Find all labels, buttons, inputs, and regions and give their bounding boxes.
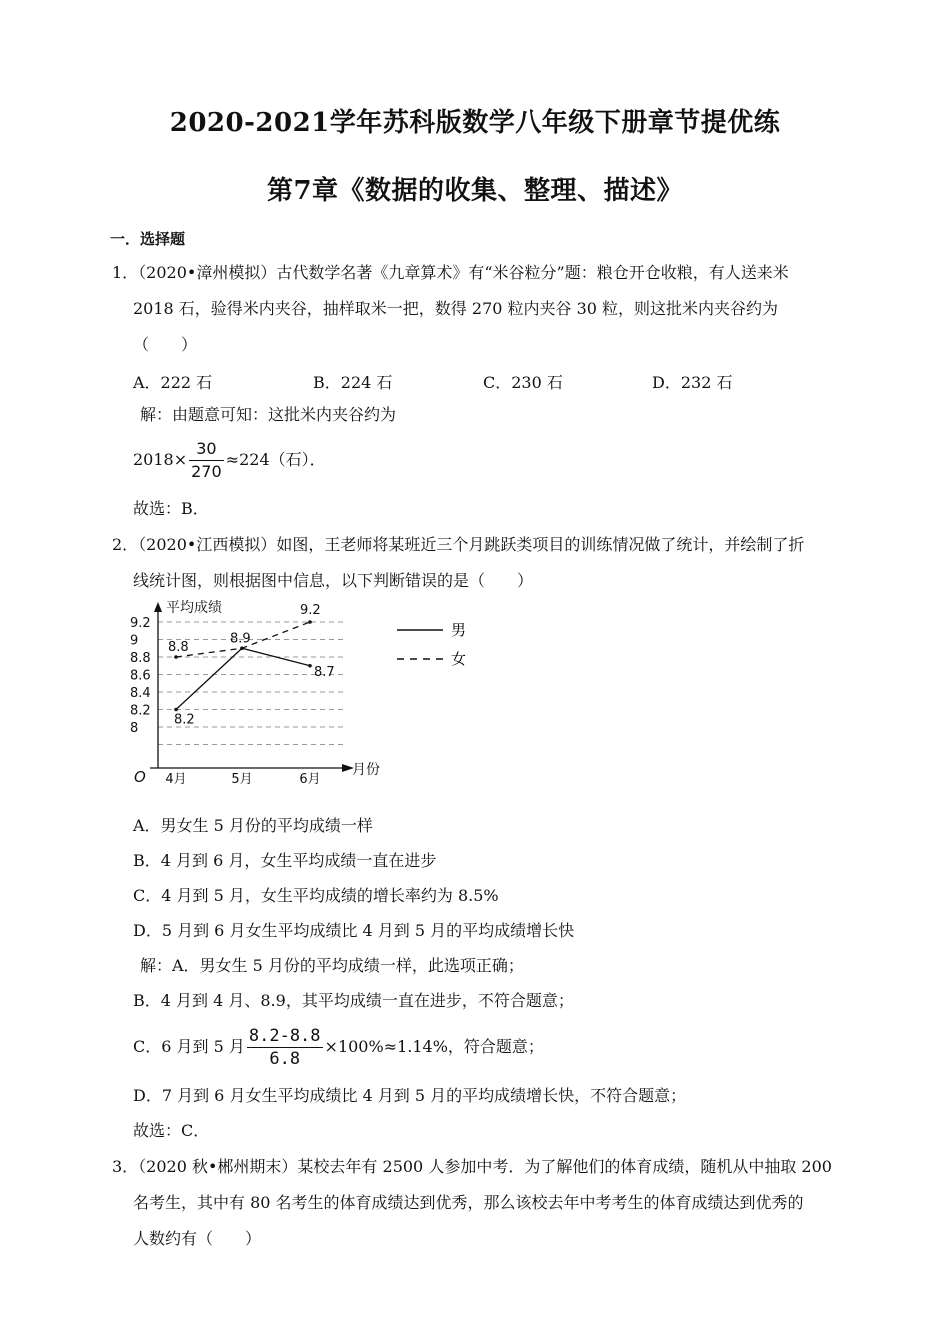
y-axis-arrow	[154, 602, 162, 612]
q2-option-a: A．男女生 5 月份的平均成绩一样	[133, 816, 373, 835]
q2-option-c: C．4 月到 5 月，女生平均成绩的增长率约为 8.5%	[133, 886, 499, 905]
q1-option-a: A．222 石	[133, 373, 213, 392]
q2-fraction	[247, 1025, 323, 1070]
y-tick-label: 8.4	[130, 686, 151, 701]
data-label: 8.8	[168, 640, 189, 655]
q2-fraction-numerator: 8.2-8.8	[248, 1026, 321, 1046]
q1-option-d: D．232 石	[652, 373, 733, 392]
q1-solution-suffix: ≈224（石）．	[225, 450, 326, 469]
q1-fraction	[189, 438, 224, 483]
data-label: 8.2	[174, 712, 195, 728]
q1-line2: 2018 石，验得米内夹谷，抽样取米一把，数得 270 粒内夹谷 30 粒，则这批米内夹谷约为	[133, 299, 779, 318]
q2-answer: 故选：C．	[133, 1121, 210, 1140]
data-label: 9.2	[300, 603, 321, 618]
q2-solution-a: 解：A．男女生 5 月份的平均成绩一样，此选项正确；	[140, 956, 524, 975]
y-tick-label: 8	[130, 721, 139, 736]
q2-solution-c-prefix: C．6 月到 5 月	[133, 1037, 245, 1056]
q1-line3: （ ）	[133, 335, 198, 354]
page-title: 2020-2021学年苏科版数学八年级下册章节提优练	[169, 108, 781, 138]
q2-solution-c-suffix: ×100%≈1.14%，符合题意；	[324, 1037, 544, 1056]
q1-solution-line2	[133, 438, 326, 483]
q1-line1: 1．（2020•漳州模拟）古代数学名著《九章算术》有“米谷粒分”题：粮仓开仓收粮，有人送来米	[112, 263, 789, 282]
q1-answer: 故选：B．	[133, 499, 209, 518]
q1-fraction-numerator: 30	[189, 438, 224, 461]
q1-option-c: C．230 石	[483, 373, 563, 392]
x-axis-title: 月份	[352, 762, 380, 778]
q3-line3: 人数约有（ ）	[133, 1229, 262, 1248]
y-tick-label: 8.2	[130, 703, 151, 719]
x-tick-label: 5月	[231, 772, 253, 787]
q2-line1: 2．（2020•江西模拟）如图，王老师将某班近三个月跳跃类项目的训练情况做了统计，并绘制了折	[112, 535, 805, 554]
q1-option-b: B．224 石	[313, 373, 393, 392]
data-label: 8.9	[230, 631, 251, 647]
q3-line2: 名考生，其中有 80 名考生的体育成绩达到优秀，那么该校去年中考考生的体育成绩达到优秀的	[133, 1193, 804, 1212]
section-heading: 一．选择题	[110, 230, 186, 248]
chapter-title: 第7章《数据的收集、整理、描述》	[266, 176, 684, 206]
q2-option-d: D．5 月到 6 月女生平均成绩比 4 月到 5 月的平均成绩增长快	[133, 921, 575, 940]
y-tick-label: 9.2	[130, 616, 151, 631]
q2-option-b: B．4 月到 6 月，女生平均成绩一直在进步	[133, 851, 437, 870]
data-label: 8.7	[314, 664, 335, 680]
q2-line2: 线统计图，则根据图中信息，以下判断错误的是（ ）	[133, 571, 534, 590]
data-point	[174, 708, 178, 712]
chart-legend	[395, 612, 485, 672]
data-point	[240, 646, 244, 650]
q3-line1: 3．（2020 秋•郴州期末）某校去年有 2500 人参加中考．为了解他们的体育成绩，随机从中抽取 200	[112, 1157, 832, 1176]
x-tick-label: 4月	[165, 772, 187, 787]
q1-fraction-denominator: 270	[191, 462, 222, 481]
chart-axes	[150, 602, 354, 772]
legend-label-male: 男	[451, 621, 467, 639]
q2-fraction-denominator: 6.8	[269, 1049, 301, 1069]
chart-labels	[130, 600, 380, 787]
q2-solution-d: D．7 月到 6 月女生平均成绩比 4 月到 5 月的平均成绩增长快，不符合题意；	[133, 1086, 687, 1105]
y-tick-label: 9	[130, 633, 139, 649]
data-point	[308, 664, 312, 668]
data-point	[308, 620, 312, 624]
q2-solution-c	[133, 1025, 544, 1070]
q2-solution-b: B．4 月到 4 月、8.9，其平均成绩一直在进步，不符合题意；	[133, 991, 574, 1010]
y-axis-title: 平均成绩	[166, 600, 222, 616]
x-tick-label: 6月	[299, 772, 321, 787]
origin-label: O	[134, 768, 146, 786]
y-tick-label: 8.8	[130, 651, 151, 666]
legend-label-female: 女	[451, 650, 467, 668]
y-tick-label: 8.6	[130, 668, 151, 684]
data-point	[174, 655, 178, 659]
q1-solution-line1: 解：由题意可知：这批米内夹谷约为	[140, 405, 397, 424]
q1-solution-prefix: 2018×	[133, 450, 188, 469]
